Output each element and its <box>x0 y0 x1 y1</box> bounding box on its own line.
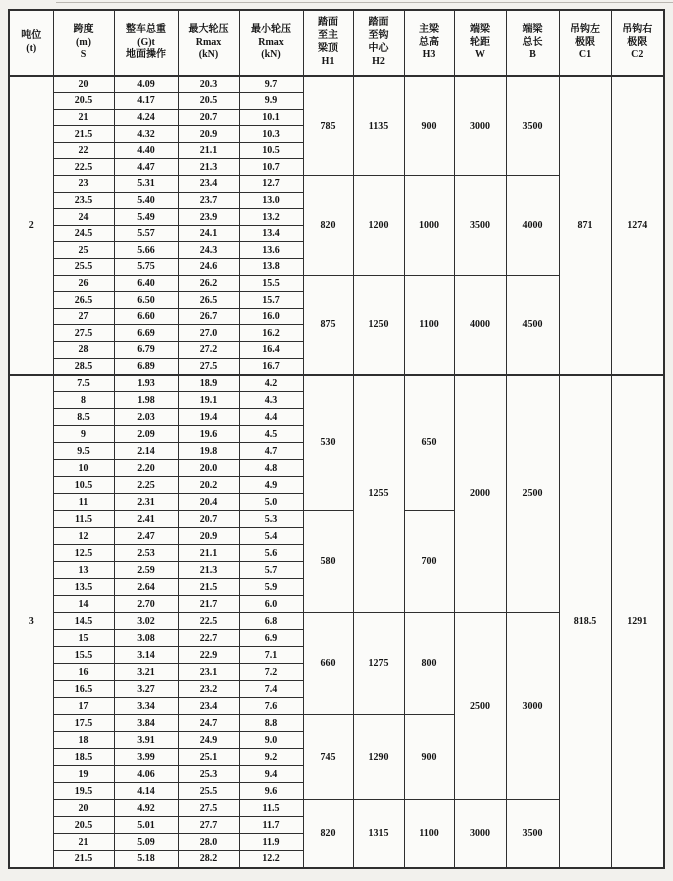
col-header-c1 <box>559 10 611 76</box>
cell-span: 22.5 <box>53 159 114 176</box>
cell-rmin: 5.3 <box>239 511 303 528</box>
header-line: 端梁 <box>470 23 490 35</box>
cell-rmax: 26.2 <box>178 275 239 292</box>
cell-weight: 4.47 <box>114 159 178 176</box>
col-header-c2 <box>611 10 664 76</box>
header-line: 总高 <box>419 36 439 48</box>
cell-weight: 6.79 <box>114 342 178 359</box>
header-line: 最小轮压 <box>251 23 291 35</box>
header-line: 最大轮压 <box>188 23 229 35</box>
cell-weight: 1.98 <box>114 392 178 409</box>
cell-rmax: 21.7 <box>178 596 239 613</box>
cell-rmin: 7.1 <box>239 647 303 664</box>
cell-span: 15.5 <box>53 647 114 664</box>
cell-h1: 660 <box>303 613 353 715</box>
header-line: (kN) <box>261 49 281 61</box>
cell-rmax: 21.3 <box>178 562 239 579</box>
cell-span: 26 <box>53 275 114 292</box>
scan-artifact-line <box>56 2 673 3</box>
cell-weight: 2.41 <box>114 511 178 528</box>
cell-rmin: 9.6 <box>239 783 303 800</box>
header-line: 总长 <box>522 36 543 48</box>
cell-rmin: 12.2 <box>239 851 303 868</box>
cell-rmax: 23.9 <box>178 209 239 226</box>
cell-span: 20 <box>53 76 114 93</box>
cell-span: 15 <box>53 630 114 647</box>
header-line: 地面操作 <box>126 49 166 61</box>
cell-weight: 4.06 <box>114 766 178 783</box>
cell-rmin: 16.0 <box>239 308 303 325</box>
cell-weight: 2.31 <box>114 494 178 511</box>
cell-weight: 4.92 <box>114 800 178 817</box>
cell-weight: 2.20 <box>114 460 178 477</box>
cell-rmax: 20.4 <box>178 494 239 511</box>
cell-rmin: 5.7 <box>239 562 303 579</box>
cell-rmin: 13.8 <box>239 259 303 276</box>
cell-weight: 2.64 <box>114 579 178 596</box>
cell-span: 7.5 <box>53 375 114 392</box>
col-header-h2 <box>353 10 404 76</box>
cell-rmin: 9.0 <box>239 732 303 749</box>
cell-span: 8 <box>53 392 114 409</box>
cell-h3: 1100 <box>404 800 454 868</box>
cell-w: 3000 <box>454 800 506 868</box>
cell-h3: 900 <box>404 76 454 176</box>
header-line: (G)t <box>137 36 155 48</box>
table-body <box>9 76 664 868</box>
cell-span: 11.5 <box>53 511 114 528</box>
cell-span: 28 <box>53 342 114 359</box>
cell-h3: 1100 <box>404 275 454 375</box>
cell-weight: 6.69 <box>114 325 178 342</box>
header-line: 主梁 <box>419 23 439 35</box>
cell-span: 21 <box>53 109 114 126</box>
cell-rmax: 22.5 <box>178 613 239 630</box>
cell-rmax: 24.9 <box>178 732 239 749</box>
cell-rmin: 4.5 <box>239 426 303 443</box>
cell-h1: 820 <box>303 800 353 868</box>
cell-weight: 4.32 <box>114 126 178 143</box>
cell-span: 25.5 <box>53 259 114 276</box>
cell-h1: 530 <box>303 375 353 511</box>
col-header-h3 <box>404 10 454 76</box>
header-line: C2 <box>631 49 644 61</box>
cell-rmax: 25.3 <box>178 766 239 783</box>
header-line: (kN) <box>198 49 219 61</box>
cell-span: 27 <box>53 308 114 325</box>
cell-weight: 6.89 <box>114 358 178 375</box>
cell-rmin: 13.4 <box>239 225 303 242</box>
cell-weight: 4.40 <box>114 142 178 159</box>
cell-rmin: 8.8 <box>239 715 303 732</box>
cell-rmax: 23.2 <box>178 681 239 698</box>
cell-span: 20 <box>53 800 114 817</box>
cell-h3: 700 <box>404 511 454 613</box>
cell-rmin: 4.4 <box>239 409 303 426</box>
cell-c2: 1274 <box>611 76 664 375</box>
cell-span: 16.5 <box>53 681 114 698</box>
header-line: 极限 <box>627 36 648 48</box>
header-line: (m) <box>76 36 91 48</box>
header-line: 至主 <box>318 30 338 42</box>
cell-h2: 1255 <box>353 375 404 613</box>
cell-rmin: 10.1 <box>239 109 303 126</box>
cell-rmin: 10.7 <box>239 159 303 176</box>
cell-rmin: 7.6 <box>239 698 303 715</box>
cell-rmax: 19.1 <box>178 392 239 409</box>
cell-rmax: 20.0 <box>178 460 239 477</box>
cell-rmax: 28.2 <box>178 851 239 868</box>
cell-span: 19.5 <box>53 783 114 800</box>
cell-weight: 2.70 <box>114 596 178 613</box>
cell-rmin: 11.7 <box>239 817 303 834</box>
cell-h1: 785 <box>303 76 353 176</box>
cell-rmin: 4.7 <box>239 443 303 460</box>
cell-span: 14.5 <box>53 613 114 630</box>
cell-rmax: 26.5 <box>178 292 239 309</box>
cell-rmax: 21.5 <box>178 579 239 596</box>
cell-rmax: 24.6 <box>178 259 239 276</box>
cell-rmin: 5.9 <box>239 579 303 596</box>
col-header-tonnage <box>9 10 53 76</box>
cell-weight: 6.40 <box>114 275 178 292</box>
cell-rmax: 21.1 <box>178 142 239 159</box>
cell-span: 12.5 <box>53 545 114 562</box>
cell-weight: 5.66 <box>114 242 178 259</box>
cell-span: 16 <box>53 664 114 681</box>
table-row <box>9 375 664 392</box>
cell-rmax: 25.1 <box>178 749 239 766</box>
cell-h2: 1135 <box>353 76 404 176</box>
cell-span: 12 <box>53 528 114 545</box>
header-line: 端梁 <box>522 23 543 35</box>
header-line: 至钩 <box>368 30 389 42</box>
cell-rmin: 12.7 <box>239 176 303 193</box>
cell-weight: 5.57 <box>114 225 178 242</box>
header-line: H1 <box>321 55 335 67</box>
header-row <box>9 10 664 76</box>
cell-b: 3500 <box>506 800 559 868</box>
cell-rmin: 13.0 <box>239 192 303 209</box>
cell-rmax: 23.4 <box>178 698 239 715</box>
cell-rmax: 24.1 <box>178 225 239 242</box>
cell-w: 2000 <box>454 375 506 613</box>
cell-w: 2500 <box>454 613 506 800</box>
cell-rmax: 24.7 <box>178 715 239 732</box>
cell-weight: 4.17 <box>114 93 178 110</box>
cell-b: 3000 <box>506 613 559 800</box>
cell-rmin: 7.2 <box>239 664 303 681</box>
cell-weight: 3.27 <box>114 681 178 698</box>
cell-span: 23.5 <box>53 192 114 209</box>
header-line: H3 <box>422 49 436 61</box>
cell-weight: 3.84 <box>114 715 178 732</box>
cell-span: 10.5 <box>53 477 114 494</box>
cell-rmax: 26.7 <box>178 308 239 325</box>
cell-span: 17.5 <box>53 715 114 732</box>
crane-spec-table <box>8 9 665 869</box>
cell-span: 10 <box>53 460 114 477</box>
cell-rmin: 13.6 <box>239 242 303 259</box>
header-line: 跨度 <box>73 23 94 35</box>
table-header-row <box>9 10 664 76</box>
cell-rmax: 27.7 <box>178 817 239 834</box>
col-header-span <box>53 10 114 76</box>
cell-rmax: 21.3 <box>178 159 239 176</box>
cell-rmax: 20.9 <box>178 528 239 545</box>
header-line: B <box>529 49 536 61</box>
cell-span: 9.5 <box>53 443 114 460</box>
cell-span: 19 <box>53 766 114 783</box>
col-header-b <box>506 10 559 76</box>
cell-span: 14 <box>53 596 114 613</box>
cell-b: 2500 <box>506 375 559 613</box>
header-line: 轮距 <box>470 36 490 48</box>
cell-h3: 650 <box>404 375 454 511</box>
cell-h3: 800 <box>404 613 454 715</box>
cell-rmax: 20.7 <box>178 109 239 126</box>
cell-span: 13.5 <box>53 579 114 596</box>
header-line: 梁顶 <box>318 43 338 54</box>
cell-span: 21.5 <box>53 851 114 868</box>
cell-rmin: 10.5 <box>239 142 303 159</box>
cell-rmin: 6.0 <box>239 596 303 613</box>
cell-span: 21 <box>53 834 114 851</box>
cell-span: 8.5 <box>53 409 114 426</box>
cell-rmax: 18.9 <box>178 375 239 392</box>
cell-span: 24 <box>53 209 114 226</box>
cell-weight: 2.03 <box>114 409 178 426</box>
cell-rmin: 9.7 <box>239 76 303 93</box>
cell-weight: 5.49 <box>114 209 178 226</box>
cell-rmax: 19.4 <box>178 409 239 426</box>
col-header-h1 <box>303 10 353 76</box>
cell-weight: 5.31 <box>114 176 178 193</box>
header-line: C1 <box>578 49 592 61</box>
cell-span: 18.5 <box>53 749 114 766</box>
cell-span: 22 <box>53 142 114 159</box>
cell-h1: 745 <box>303 715 353 800</box>
cell-rmax: 23.7 <box>178 192 239 209</box>
col-header-max-wheel-pressure <box>178 10 239 76</box>
col-header-min-wheel-pressure <box>239 10 303 76</box>
cell-weight: 3.08 <box>114 630 178 647</box>
cell-span: 26.5 <box>53 292 114 309</box>
cell-rmin: 4.9 <box>239 477 303 494</box>
header-line: 踏面 <box>318 17 338 29</box>
cell-rmax: 20.9 <box>178 126 239 143</box>
cell-weight: 4.24 <box>114 109 178 126</box>
cell-rmin: 10.3 <box>239 126 303 143</box>
cell-rmin: 16.7 <box>239 358 303 375</box>
cell-h3: 1000 <box>404 176 454 276</box>
header-line: Rmax <box>258 36 284 48</box>
col-header-w <box>454 10 506 76</box>
header-line: 吊钩右 <box>622 23 653 35</box>
cell-h2: 1275 <box>353 613 404 715</box>
header-line: H2 <box>372 55 385 67</box>
cell-rmax: 21.1 <box>178 545 239 562</box>
cell-rmin: 9.2 <box>239 749 303 766</box>
cell-span: 18 <box>53 732 114 749</box>
cell-rmax: 19.8 <box>178 443 239 460</box>
cell-rmin: 4.8 <box>239 460 303 477</box>
header-line: Rmax <box>195 36 222 48</box>
cell-weight: 2.25 <box>114 477 178 494</box>
cell-rmax: 27.2 <box>178 342 239 359</box>
cell-rmin: 4.3 <box>239 392 303 409</box>
cell-h1: 820 <box>303 176 353 276</box>
cell-w: 4000 <box>454 275 506 375</box>
header-line: 极限 <box>575 36 595 48</box>
col-header-total-weight <box>114 10 178 76</box>
cell-h2: 1315 <box>353 800 404 868</box>
header-line: (t) <box>26 43 37 54</box>
cell-w: 3500 <box>454 176 506 276</box>
cell-rmax: 24.3 <box>178 242 239 259</box>
cell-rmin: 16.4 <box>239 342 303 359</box>
cell-weight: 5.40 <box>114 192 178 209</box>
cell-h2: 1290 <box>353 715 404 800</box>
header-line: 吊钩左 <box>570 23 600 35</box>
cell-rmin: 9.4 <box>239 766 303 783</box>
cell-weight: 4.14 <box>114 783 178 800</box>
cell-rmax: 27.5 <box>178 800 239 817</box>
cell-rmin: 15.5 <box>239 275 303 292</box>
header-line: 吨位 <box>21 30 42 42</box>
cell-span: 21.5 <box>53 126 114 143</box>
cell-b: 3500 <box>506 76 559 176</box>
cell-weight: 5.09 <box>114 834 178 851</box>
cell-rmax: 22.9 <box>178 647 239 664</box>
cell-b: 4000 <box>506 176 559 276</box>
cell-rmin: 6.9 <box>239 630 303 647</box>
cell-weight: 1.93 <box>114 375 178 392</box>
cell-weight: 2.47 <box>114 528 178 545</box>
cell-weight: 2.53 <box>114 545 178 562</box>
cell-span: 17 <box>53 698 114 715</box>
cell-weight: 3.34 <box>114 698 178 715</box>
cell-span: 13 <box>53 562 114 579</box>
cell-weight: 5.18 <box>114 851 178 868</box>
cell-rmin: 5.0 <box>239 494 303 511</box>
cell-weight: 3.99 <box>114 749 178 766</box>
cell-h3: 900 <box>404 715 454 800</box>
cell-rmin: 15.7 <box>239 292 303 309</box>
header-line: S <box>80 49 87 61</box>
cell-rmin: 6.8 <box>239 613 303 630</box>
cell-rmax: 27.0 <box>178 325 239 342</box>
cell-rmax: 27.5 <box>178 358 239 375</box>
cell-weight: 2.09 <box>114 426 178 443</box>
cell-tonnage: 2 <box>9 76 53 375</box>
cell-span: 25 <box>53 242 114 259</box>
cell-weight: 6.50 <box>114 292 178 309</box>
cell-weight: 4.09 <box>114 76 178 93</box>
cell-span: 9 <box>53 426 114 443</box>
cell-b: 4500 <box>506 275 559 375</box>
cell-rmax: 23.1 <box>178 664 239 681</box>
cell-w: 3000 <box>454 76 506 176</box>
cell-rmax: 20.3 <box>178 76 239 93</box>
cell-h2: 1250 <box>353 275 404 375</box>
header-line: 踏面 <box>368 17 389 29</box>
cell-c1: 818.5 <box>559 375 611 868</box>
cell-tonnage: 3 <box>9 375 53 868</box>
cell-rmax: 28.0 <box>178 834 239 851</box>
cell-weight: 2.14 <box>114 443 178 460</box>
cell-span: 20.5 <box>53 93 114 110</box>
cell-rmin: 13.2 <box>239 209 303 226</box>
cell-weight: 3.21 <box>114 664 178 681</box>
cell-rmax: 23.4 <box>178 176 239 193</box>
header-line: 整车总重 <box>126 23 166 35</box>
cell-c2: 1291 <box>611 375 664 868</box>
cell-h2: 1200 <box>353 176 404 276</box>
cell-span: 20.5 <box>53 817 114 834</box>
cell-h1: 580 <box>303 511 353 613</box>
cell-weight: 6.60 <box>114 308 178 325</box>
cell-rmax: 22.7 <box>178 630 239 647</box>
cell-rmin: 9.9 <box>239 93 303 110</box>
cell-rmax: 20.2 <box>178 477 239 494</box>
cell-rmin: 16.2 <box>239 325 303 342</box>
cell-rmin: 11.9 <box>239 834 303 851</box>
cell-rmax: 25.5 <box>178 783 239 800</box>
cell-span: 11 <box>53 494 114 511</box>
cell-rmin: 11.5 <box>239 800 303 817</box>
cell-weight: 3.14 <box>114 647 178 664</box>
cell-rmax: 19.6 <box>178 426 239 443</box>
cell-span: 23 <box>53 176 114 193</box>
cell-rmax: 20.7 <box>178 511 239 528</box>
table-row <box>9 76 664 93</box>
cell-weight: 2.59 <box>114 562 178 579</box>
cell-span: 24.5 <box>53 225 114 242</box>
cell-rmin: 5.6 <box>239 545 303 562</box>
cell-c1: 871 <box>559 76 611 375</box>
cell-rmin: 4.2 <box>239 375 303 392</box>
cell-rmax: 20.5 <box>178 93 239 110</box>
cell-weight: 3.91 <box>114 732 178 749</box>
cell-weight: 3.02 <box>114 613 178 630</box>
cell-weight: 5.75 <box>114 259 178 276</box>
cell-span: 27.5 <box>53 325 114 342</box>
cell-rmin: 5.4 <box>239 528 303 545</box>
header-line: 中心 <box>368 43 389 54</box>
cell-weight: 5.01 <box>114 817 178 834</box>
cell-span: 28.5 <box>53 358 114 375</box>
cell-h1: 875 <box>303 275 353 375</box>
cell-rmin: 7.4 <box>239 681 303 698</box>
header-line: W <box>475 49 485 61</box>
